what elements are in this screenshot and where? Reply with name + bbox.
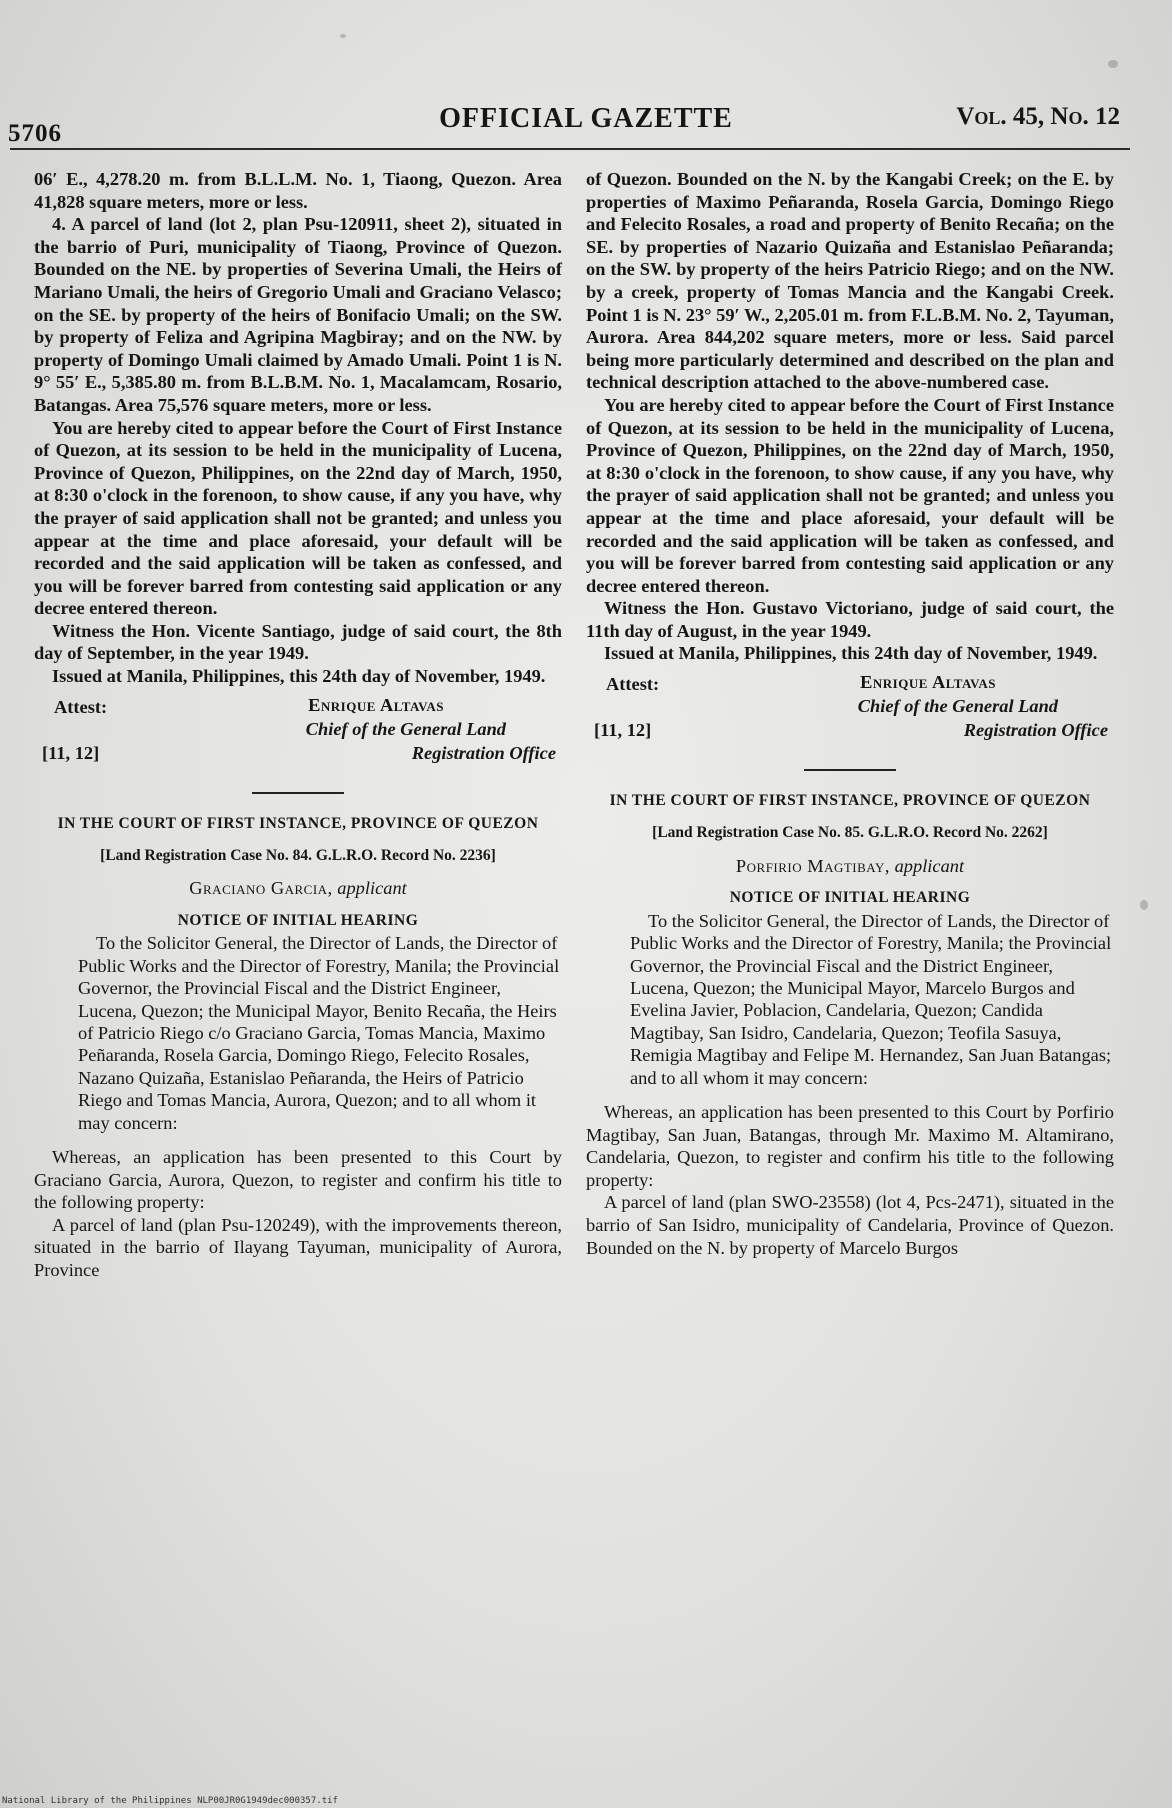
parcel-paragraph: A parcel of land (plan Psu-120249), with the improvements thereon, situated in the barrio of Ilayang Tayuman, municipality of Aurora, Province [34,1214,562,1281]
right-citation-paragraph: You are hereby cited to appear before the Court of First Instance of Quezon, at its session to be held in the municipality of Lucena, Province of Quezon, Philippines, on the 22nd day of March, 1950, at 8:30 o'clock in the forenoon, to show cause, if any you have, why the prayer of said application shall not be granted; and unless you appear at the time and place aforesaid, your default will be recorded and the said application will be taken as confessed, and you will be forever barred from contesting said application or any decree entered thereon. [586,394,1114,596]
left-paragraph-continuation: 06′ E., 4,278.20 m. from B.L.L.M. No. 1, Tiaong, Quezon. Area 41,828 square meters, more or less. [34,169,562,212]
left-column [34,168,562,1282]
parcel-paragraph: A parcel of land (plan SWO-23558) (lot 4, Pcs-2471), situated in the barrio of San Isidro, municipality of Candelaria, Province of Quezon. Bounded on the N. by property of Marcelo Burgos [586,1192,1114,1258]
volume-label: Vol. 45, No. 12 [956,103,1120,130]
notice-body [34,1146,562,1282]
issue-code: [11, 12] [594,720,652,741]
notice-body [586,1101,1114,1259]
right-paragraph-continuation: of Quezon. Bounded on the N. by the Kangabi Creek; on the E. by properties of Maximo Peñaranda, Rosela Garcia, Domingo Riego and Felecito Rosales, a road and property of Benito Recaña; on the SE. by properties of Nazario Quizaña and Estanislao Peñaranda; on the SW. by property of the heirs Patricio Riego; and on the NW. by a creek, property of Tomas Mancia and the Kangabi Creek. Point 1 is N. 23° 59′ W., 2,205.01 m. from F.L.B.M. No. 2, Tayuman, Aurora. Area 844,202 square meters, more or less. Said parcel being more particularly determined and described on the plan and technical description attached to the above-numbered case. [586,169,1114,393]
left-witness-paragraph: Witness the Hon. Vicente Santiago, judge of said court, the 8th day of September, in the year 1949. [34,620,562,664]
scan-speck [340,34,346,38]
addressees-paragraph: To the Solicitor General, the Director of Lands, the Director of Public Works and the Director of Forestry, Manila; the Provincial Governor, the Provincial Fiscal and the District Engineer, Lucena, Quezon; the Municipal Mayor, Benito Recaña, the Heirs of Patricio Riego c/o Graciano Garcia, Tomas Mancia, Maximo Peñaranda, Rosela Garcia, Domingo Riego, Felecito Rosales, Nazano Quizaña, Estanislao Peñaranda, the Heirs of Patricio Riego and Tomas Mancia, Aurora, Quezon; and to all whom it may concern: [78,933,560,1133]
applicant-line [586,855,1114,878]
notice-title: NOTICE OF INITIAL HEARING [177,911,419,929]
applicant-name: Graciano Garcia, [189,878,333,899]
court-heading: IN THE COURT OF FIRST INSTANCE, PROVINCE OF QUEZON [609,792,1091,810]
attest-title: Chief of the General Land [305,718,506,739]
record-line: [Land Registration Case No. 85. G.L.R.O. Record No. 2262] [652,824,1048,842]
left-parcel-paragraph: 4. A parcel of land (lot 2, plan Psu-120911, sheet 2), situated in the barrio of Puri, municipality of Tiaong, Province of Quezon. Bounded on the NE. by properties of Severina Umali, the Heirs of Mariano Umali, the heirs of Gregorio Umali and Graciano Velasco; on the SE. by property of the heirs of Bonifacio Umali; on the SW. by property of Feliza and Agripina Magbiray; and on the NW. by property of Domingo Umali claimed by Amado Umali. Point 1 is N. 9° 55′ E., 5,385.80 m. from B.L.B.M. No. 1, Macalamcam, Rosario, Batangas. Area 75,576 square meters, more or less. [34,214,562,415]
left-issued-paragraph: Issued at Manila, Philippines, this 24th day of November, 1949. [52,666,546,687]
notice-title: NOTICE OF INITIAL HEARING [729,889,971,907]
scan-speck [1108,60,1118,68]
addressees-paragraph: To the Solicitor General, the Director of Lands, the Director of Public Works and the Director of Forestry, Manila; the Provincial Governor, the Provincial Fiscal and the District Engineer, Lucena, Quezon; the Municipal Mayor, Marcelo Burgos and Evelina Javier, Poblacion, Candelaria, Quezon; Candida Magtibay, San Isidro, Candelaria, Quezon; Teofila Sasuya, Remigia Magtibay and Felipe M. Hernandez, San Juan Batangas; and to all whom it may concern: [630,910,1112,1088]
attest-label: Attest: [54,696,108,717]
section-divider [804,769,896,771]
right-issued-paragraph: Issued at Manila, Philippines, this 24th day of November, 1949. [604,643,1098,664]
page-number: 5706 [8,120,62,147]
right-column [586,168,1114,1259]
right-witness-paragraph: Witness the Hon. Gustavo Victoriano, judge of said court, the 11th day of August, in the year 1949. [586,598,1114,641]
scan-speck [1140,900,1148,910]
left-citation-paragraph: You are hereby cited to appear before the Court of First Instance of Quezon, at its session to be held in the municipality of Lucena, Province of Quezon, Philippines, on the 22nd day of March, 1950, at 8:30 o'clock in the forenoon, to show cause, if any you have, why the prayer of said application shall not be granted; and unless you appear at the time and place aforesaid, your default will be recorded and the said application will be taken as confessed, and you will be forever barred from contesting said application or any decree entered thereon. [34,417,562,619]
header-rule [10,148,1130,150]
attest-title: Chief of the General Land [857,696,1058,717]
attest-name: Enrique Altavas [860,672,996,693]
applicant-role: applicant [337,878,407,899]
attest-label: Attest: [606,674,660,695]
attest-office: Registration Office [411,742,556,763]
scan-footer: National Library of the Philippines NLP00JR0G1949dec000357.tif [2,1796,338,1806]
issue-code: [11, 12] [42,742,100,763]
section-divider [252,792,344,794]
whereas-paragraph: Whereas, an application has been presented to this Court by Graciano Garcia, Aurora, Quezon, to register and confirm his title to the following property: [34,1147,562,1213]
applicant-line [34,877,562,900]
applicant-name: Porfirio Magtibay, [735,855,890,876]
page-title: OFFICIAL GAZETTE [439,103,733,134]
record-line: [Land Registration Case No. 84. G.L.R.O. Record No. 2236] [100,846,496,864]
left-attest-block [34,690,562,768]
court-heading: IN THE COURT OF FIRST INSTANCE, PROVINCE OF QUEZON [57,814,539,832]
right-attest-block [586,667,1114,745]
whereas-paragraph: Whereas, an application has been presented to this Court by Porfirio Magtibay, San Juan, Batangas, through Mr. Maximo M. Altamirano, Candelaria, Quezon, to register and confirm his title to the following property: [586,1102,1114,1190]
applicant-role: applicant [894,855,965,876]
attest-office: Registration Office [963,720,1108,741]
attest-name: Enrique Altavas [308,694,444,715]
